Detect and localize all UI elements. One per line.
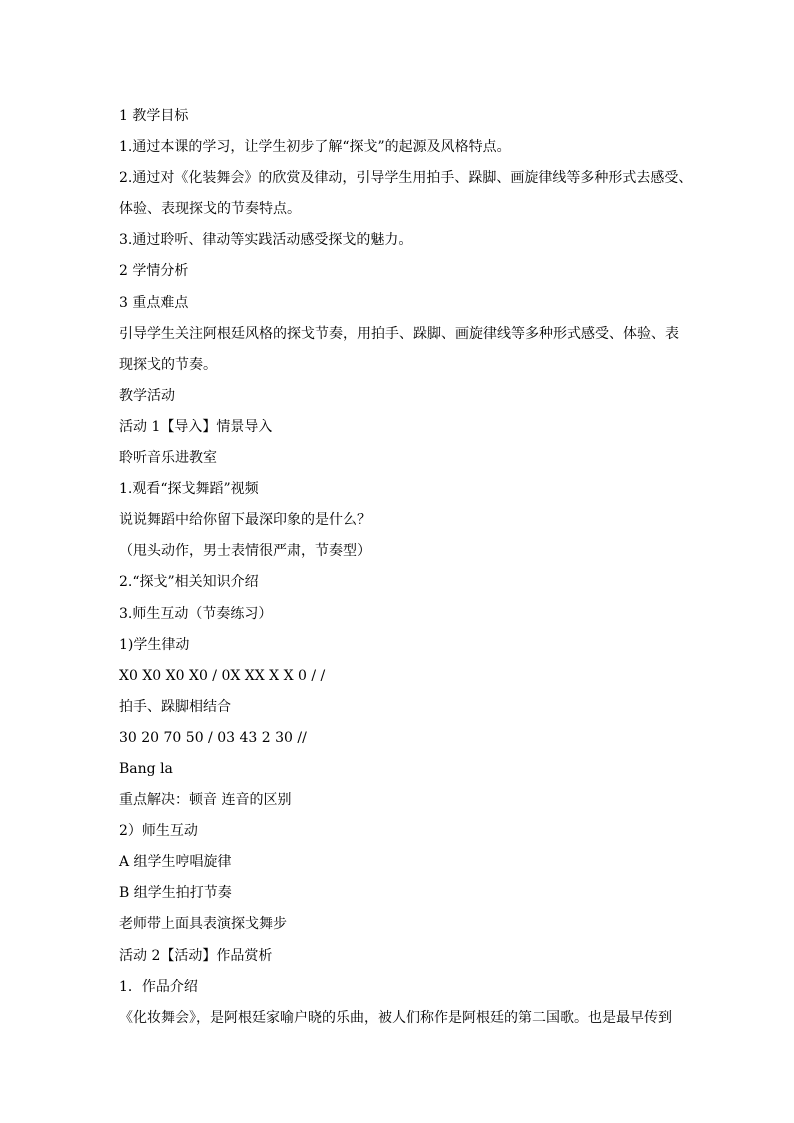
paragraph-line: 重点解决：顿音 连音的区别	[119, 792, 292, 809]
paragraph-line: 拍手、跺脚相结合	[119, 698, 231, 715]
paragraph-line: 2.通过对《化装舞会》的欣赏及律动，引导学生用拍手、跺脚、画旋律线等多种形式去感受、	[119, 170, 693, 187]
paragraph-line: 2.“探戈”相关知识介绍	[119, 574, 259, 591]
paragraph-line: B 组学生拍打节奏	[119, 885, 232, 902]
paragraph-line: 《化妆舞会》，是阿根廷家喻户晓的乐曲，被人们称作是阿根廷的第二国歌。也是最早传到	[119, 1009, 672, 1026]
paragraph-line: A 组学生哼唱旋律	[119, 854, 232, 871]
paragraph-line: 老师带上面具表演探戈舞步	[119, 916, 287, 933]
paragraph-line: 1．作品介绍	[119, 978, 198, 995]
paragraph-line: 聆听音乐进教室	[119, 450, 217, 467]
document-body	[119, 101, 693, 1034]
activity-heading: 活动 1【导入】情景导入	[119, 418, 273, 435]
paragraph-line: 1)学生律动	[119, 636, 190, 653]
section-heading-key-points: 3 重点难点	[119, 294, 189, 311]
rhythm-notation: X0 X0 X0 X0 / 0X XX X X 0 / /	[119, 667, 326, 684]
paragraph-line: 引导学生关注阿根廷风格的探戈节奏，用拍手、跺脚、画旋律线等多种形式感受、体验、表	[119, 325, 679, 342]
paragraph-line: 说说舞蹈中给你留下最深印象的是什么？	[119, 512, 371, 529]
activity-heading: 活动 2【活动】作品赏析	[119, 947, 273, 964]
rhythm-notation: 30 20 70 50 / 03 43 2 30 //	[119, 729, 307, 746]
paragraph-line: 3.通过聆听、律动等实践活动感受探戈的魅力。	[119, 232, 413, 249]
section-heading-teaching-goals: 1 教学目标	[119, 108, 189, 124]
paragraph-line: （甩头动作，男士表情很严肃，节奏型）	[119, 543, 371, 560]
paragraph-line: 1.通过本课的学习，让学生初步了解“探戈”的起源及风格特点。	[119, 139, 511, 156]
paragraph-line: 1.观看“探戈舞蹈”视频	[119, 481, 259, 498]
paragraph-line: 现探戈的节奏。	[119, 356, 217, 373]
section-heading-student-analysis: 2 学情分析	[119, 263, 189, 280]
paragraph-line: 体验、表现探戈的节奏特点。	[119, 201, 301, 218]
paragraph-line: 3.师生互动（节奏练习）	[119, 605, 273, 622]
section-heading-activities: 教学活动	[119, 387, 175, 404]
paragraph-line: 2）师生互动	[119, 823, 198, 840]
paragraph-line: Bang la	[119, 760, 173, 777]
